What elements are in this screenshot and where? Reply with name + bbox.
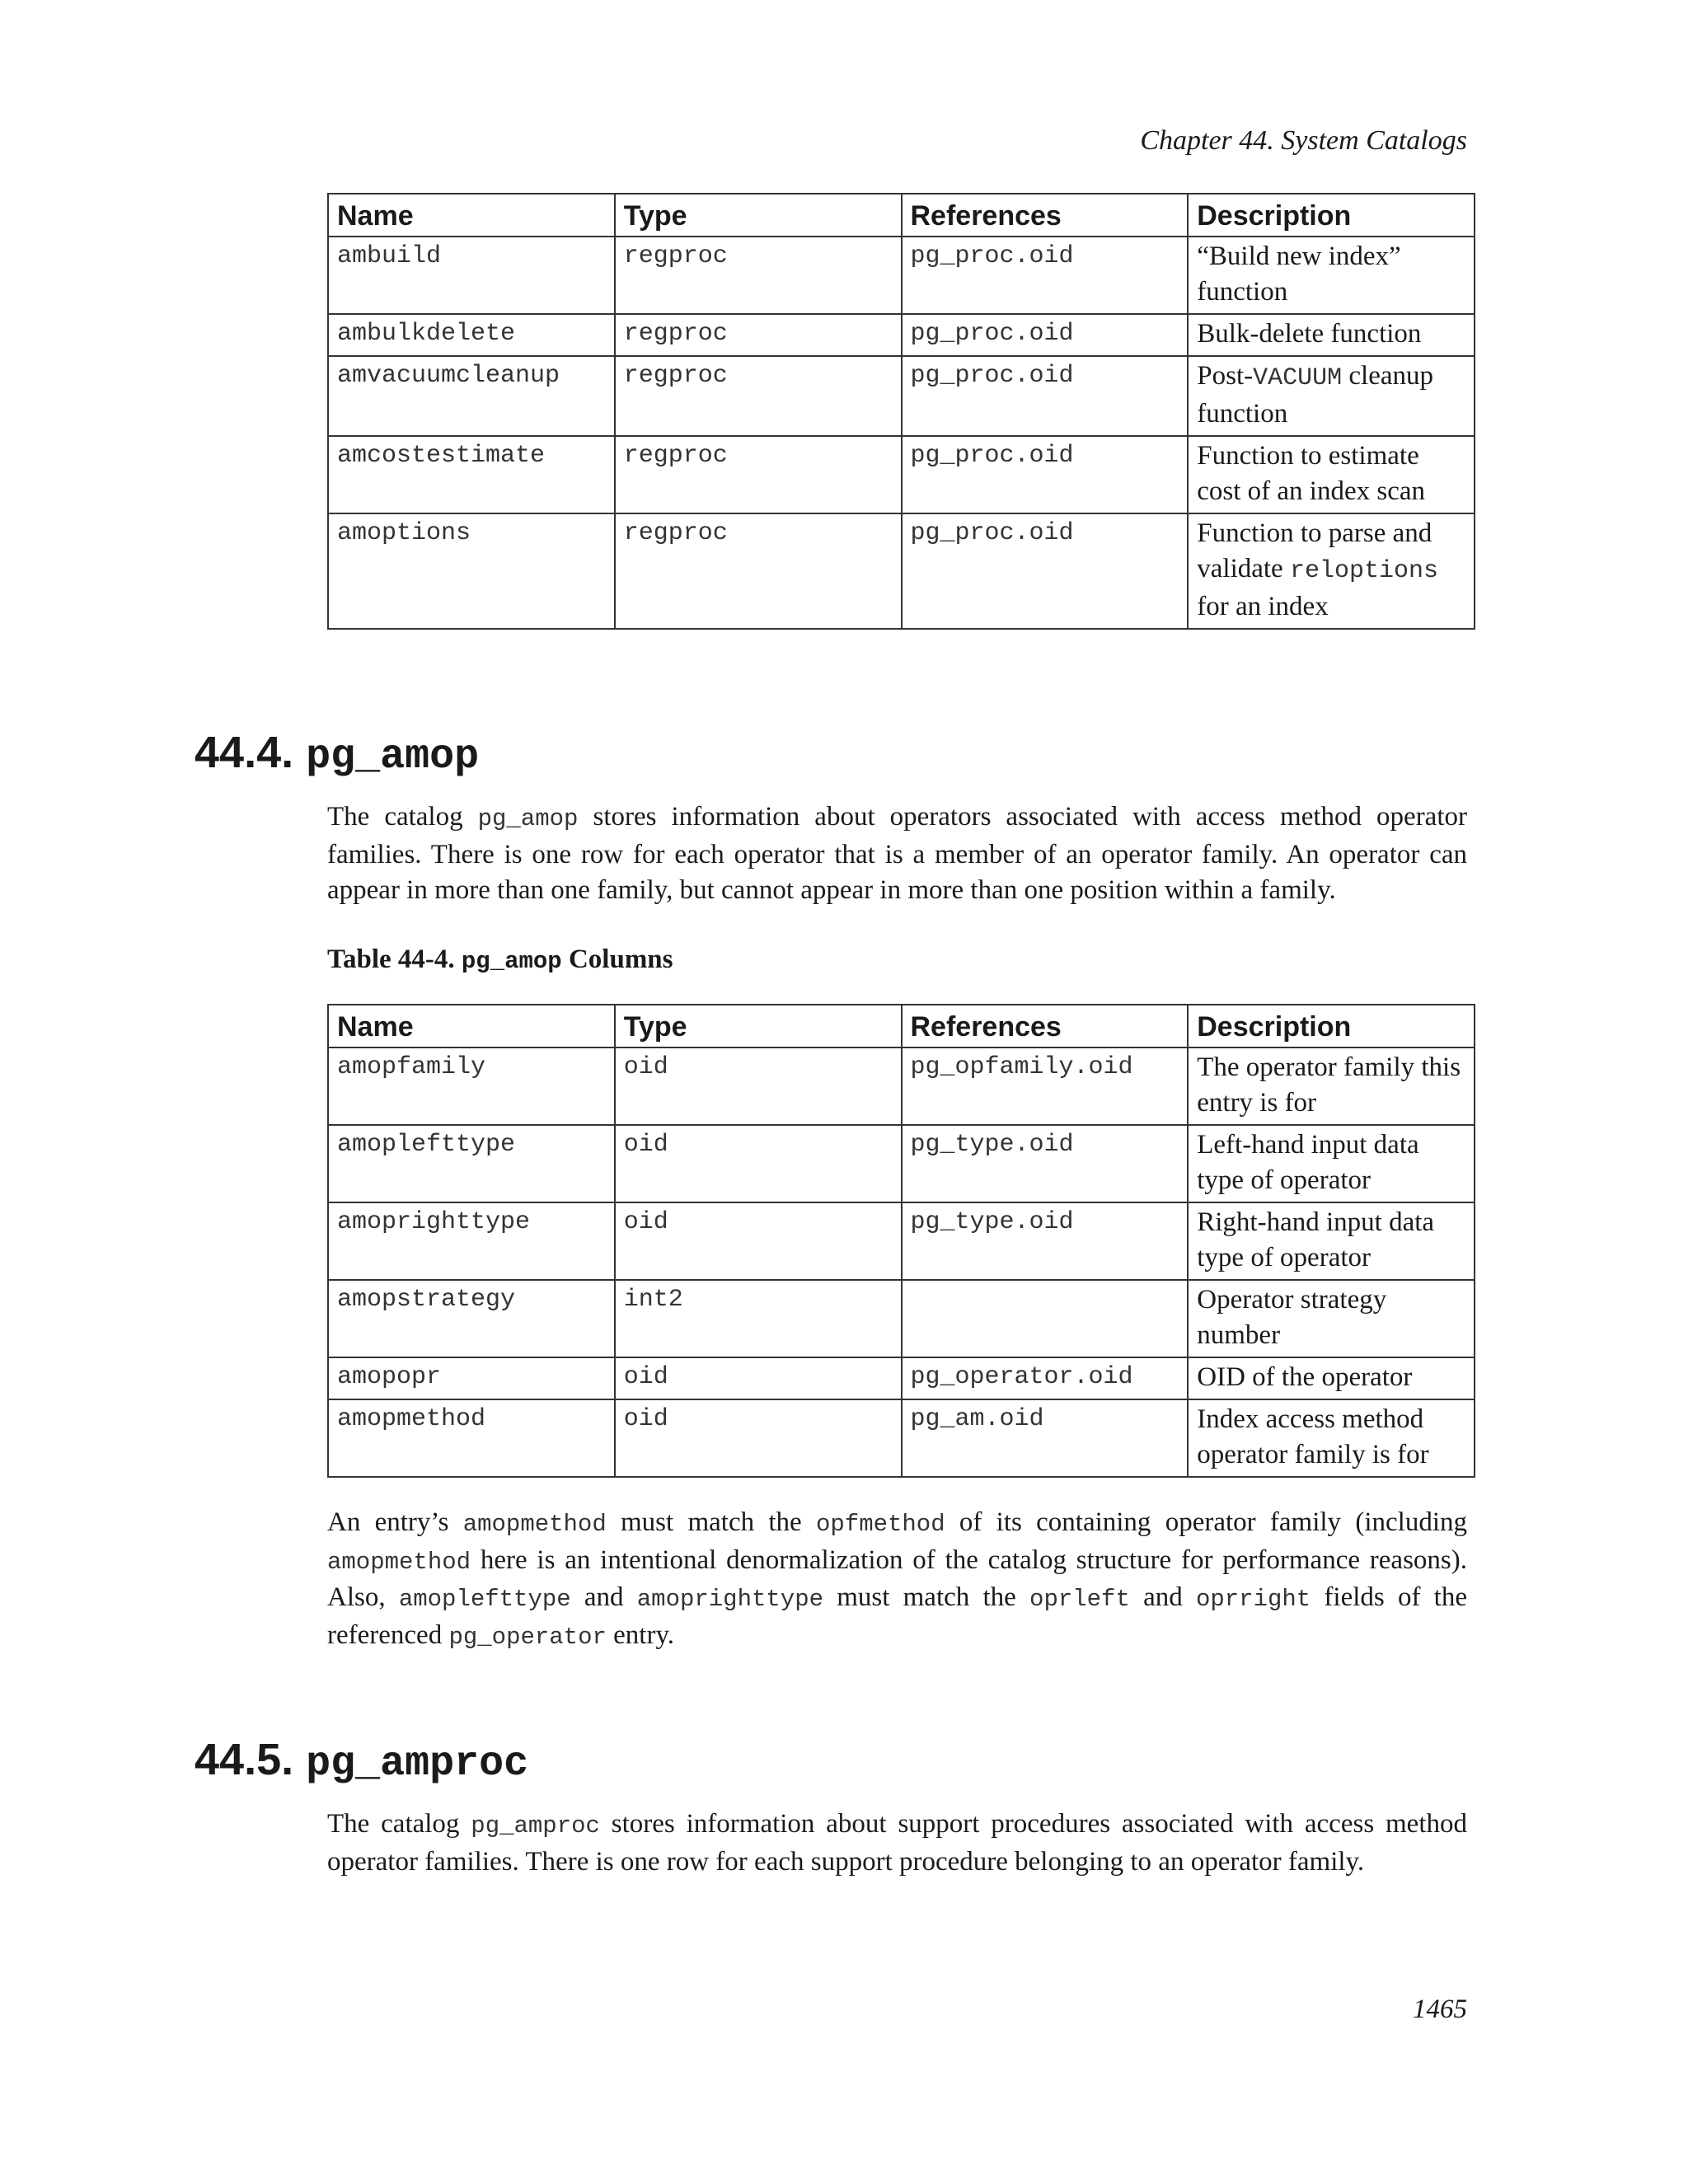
cell-name: amopopr: [328, 1357, 615, 1399]
caption-prefix: Table 44-4.: [327, 944, 462, 974]
column-header-description: Description: [1188, 1005, 1475, 1047]
cell-description: Right-hand input data type of operator: [1188, 1202, 1475, 1280]
cell-references: pg_type.oid: [902, 1125, 1189, 1202]
cell-references: pg_type.oid: [902, 1202, 1189, 1280]
page-number: 1465: [1413, 1994, 1467, 2024]
cell-description: Operator strategy number: [1188, 1280, 1475, 1357]
paragraph-text: and: [1129, 1582, 1196, 1612]
section-number: 44.4.: [195, 728, 294, 777]
cell-description: Left-hand input data type of operator: [1188, 1125, 1475, 1202]
cell-name: amopfamily: [328, 1047, 615, 1125]
cell-description: Function to estimate cost of an index scan: [1188, 436, 1475, 513]
cell-description: The operator family this entry is for: [1188, 1047, 1475, 1125]
column-header-type: Type: [615, 1005, 902, 1047]
cell-name: amvacuumcleanup: [328, 356, 615, 436]
cell-type: regproc: [615, 436, 902, 513]
table-row: [328, 513, 1475, 629]
section-heading-pg-amop: [195, 727, 479, 780]
caption-code: pg_amop: [461, 948, 562, 975]
cell-type: regproc: [615, 237, 902, 314]
column-header-name: Name: [328, 1005, 615, 1047]
paragraph-text: of its containing operator family (including: [945, 1507, 1467, 1537]
cell-type: oid: [615, 1047, 902, 1125]
cell-type: oid: [615, 1202, 902, 1280]
table-row: [328, 1357, 1475, 1399]
paragraph-text: entry.: [606, 1619, 675, 1650]
paragraph-text: fields of the referenced: [327, 1582, 1467, 1650]
cell-references: pg_proc.oid: [902, 436, 1189, 513]
cell-type: regproc: [615, 513, 902, 629]
pg-amop-columns-table: [327, 1004, 1475, 1478]
inline-code: pg_amop: [477, 805, 579, 832]
table-header-row: [328, 194, 1475, 237]
cell-description: Bulk-delete function: [1188, 314, 1475, 356]
cell-type: oid: [615, 1357, 902, 1399]
cell-type: int2: [615, 1280, 902, 1357]
table-header-row: [328, 1005, 1475, 1047]
column-header-name: Name: [328, 194, 615, 237]
paragraph-text: The catalog: [327, 1809, 471, 1839]
cell-description: [1188, 356, 1475, 436]
inline-code: amoplefttype: [398, 1586, 571, 1613]
amopmethod-note-paragraph: [327, 1505, 1467, 1655]
table-row: [328, 1280, 1475, 1357]
table-caption: [327, 944, 673, 975]
table-row: [328, 237, 1475, 314]
description-text: Function to parse and validate: [1197, 518, 1432, 583]
running-header: Chapter 44. System Catalogs: [1140, 125, 1467, 156]
cell-references: pg_operator.oid: [902, 1357, 1189, 1399]
pg-am-columns-table: [327, 193, 1475, 630]
section-title-code: pg_amop: [306, 733, 480, 780]
cell-description: “Build new index” function: [1188, 237, 1475, 314]
cell-references: pg_proc.oid: [902, 356, 1189, 436]
description-text: for an index: [1197, 592, 1329, 621]
inline-code: pg_amproc: [471, 1812, 600, 1840]
inline-code: amopmethod: [327, 1548, 471, 1576]
cell-references: pg_am.oid: [902, 1399, 1189, 1477]
cell-name: amopstrategy: [328, 1280, 615, 1357]
inline-code: opfmethod: [815, 1511, 945, 1538]
section-number: 44.5.: [195, 1735, 294, 1784]
table-row: [328, 1202, 1475, 1280]
table-row: [328, 356, 1475, 436]
pg-amop-intro-paragraph: [327, 799, 1467, 909]
paragraph-text: and: [570, 1582, 637, 1612]
cell-name: ambuild: [328, 237, 615, 314]
column-header-description: Description: [1188, 194, 1475, 237]
cell-name: amoplefttype: [328, 1125, 615, 1202]
description-text: cleanup function: [1197, 361, 1433, 429]
inline-code: oprright: [1195, 1586, 1311, 1613]
column-header-references: References: [902, 1005, 1189, 1047]
cell-description: Index access method operator family is for: [1188, 1399, 1475, 1477]
cell-type: regproc: [615, 356, 902, 436]
description-text: Post-: [1197, 361, 1254, 391]
paragraph-text: stores information about operators associated with access method operator families. There is one row for each operator that is a member of an operator family. An operator can appear in more than one family, but cannot appear in more than one position within a family.: [327, 802, 1467, 905]
column-header-type: Type: [615, 194, 902, 237]
paragraph-text: must match the: [823, 1582, 1030, 1612]
cell-type: oid: [615, 1125, 902, 1202]
column-header-references: References: [902, 194, 1189, 237]
table-row: [328, 1125, 1475, 1202]
table-row: [328, 314, 1475, 356]
paragraph-text: stores information about support procedures associated with access method operator families. There is one row for each support procedure belonging to an operator family.: [327, 1809, 1467, 1877]
pg-amproc-intro-paragraph: [327, 1807, 1467, 1880]
cell-name: ambulkdelete: [328, 314, 615, 356]
paragraph-text: here is an intentional denormalization of the catalog structure for performance reasons). Also,: [327, 1544, 1467, 1612]
cell-description: OID of the operator: [1188, 1357, 1475, 1399]
cell-name: amoptions: [328, 513, 615, 629]
cell-name: amopmethod: [328, 1399, 615, 1477]
paragraph-text: The catalog: [327, 802, 478, 832]
cell-name: amoprighttype: [328, 1202, 615, 1280]
cell-type: oid: [615, 1399, 902, 1477]
cell-references: pg_proc.oid: [902, 314, 1189, 356]
cell-references: [902, 1280, 1189, 1357]
caption-suffix: Columns: [561, 944, 673, 974]
paragraph-text: An entry’s: [327, 1507, 463, 1537]
cell-references: pg_proc.oid: [902, 237, 1189, 314]
inline-code: amopmethod: [462, 1511, 607, 1538]
table-row: [328, 436, 1475, 513]
description-code: VACUUM: [1253, 364, 1343, 392]
cell-type: regproc: [615, 314, 902, 356]
paragraph-text: must match the: [606, 1507, 816, 1537]
description-code: reloptions: [1289, 557, 1438, 585]
table-row: [328, 1399, 1475, 1477]
cell-description: [1188, 513, 1475, 629]
inline-code: pg_operator: [448, 1623, 607, 1651]
inline-code: oprleft: [1029, 1586, 1130, 1613]
cell-name: amcostestimate: [328, 436, 615, 513]
table-row: [328, 1047, 1475, 1125]
section-heading-pg-amproc: [195, 1734, 528, 1788]
section-title-code: pg_amproc: [306, 1741, 529, 1788]
cell-references: pg_opfamily.oid: [902, 1047, 1189, 1125]
inline-code: amoprighttype: [636, 1586, 824, 1613]
cell-references: pg_proc.oid: [902, 513, 1189, 629]
